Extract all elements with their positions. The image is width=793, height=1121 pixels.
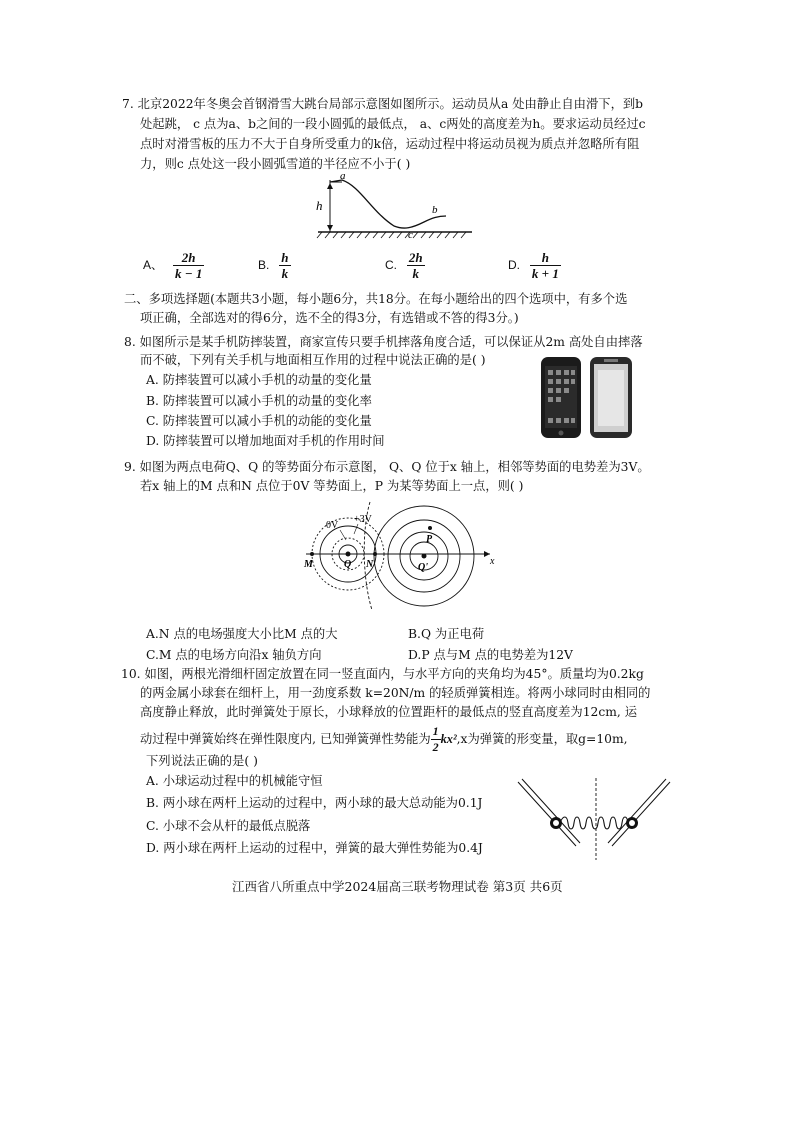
n-label: N [366,559,374,570]
denominator: k [281,266,289,281]
q8-option-a[interactable]: A. 防摔装置可以减小手机的动量的变化量 [146,373,372,387]
c-label: c [408,229,413,241]
p-label: P [426,534,433,545]
q8-option-d[interactable]: D. 防摔装置可以增加地面对手机的作用时间 [146,434,385,448]
q7-line-3: 点时对滑雪板的压力不大于自身所受重力的k倍，运动过程中将运动员视为质点并忽略所有阻 [140,137,640,151]
q10-line-3: 高度静止释放，此时弹簧处于原长，小球释放的位置距杆的最低点的竖直高度差为12cm, 运 [140,705,637,719]
b-label: b [432,204,438,216]
option-label: C. [385,258,397,272]
q-label: Q [344,559,352,570]
q8-line-2: 而不破，下列有关手机与地面相互作用的过程中说法正确的是( ) [140,353,486,367]
q9-option-a[interactable]: A.N 点的电场强度大小比M 点的大 [146,627,338,641]
q10-option-b[interactable]: B. 两小球在两杆上运动的过程中，两小球的最大总动能为0.1J [146,796,483,810]
option-label: B. [258,258,270,272]
m-label: M [304,559,313,570]
q10-line-4-prefix: 动过程中弹簧始终在弹性限度内, 已知弹簧弹性势能为 [140,732,431,746]
ski-jump-figure [300,170,480,248]
q7-line-2: 处起跳， c 点为a、b之间的一段小圆弧的最低点， a、c两处的高度差为h。要求运动员经过c [140,117,646,131]
fraction [173,250,204,281]
fraction [407,250,425,281]
rods-spring-figure [516,776,672,862]
fraction [279,250,290,281]
a-label: a [340,170,346,182]
q7-option-a[interactable] [143,250,204,281]
q10-line-5: 下列说法正确的是( ) [146,754,258,768]
q-prime-label: Q' [418,562,428,573]
plus-3v-label: +3V [354,514,372,525]
q10-option-c[interactable]: C. 小球不会从杆的最低点脱落 [146,819,311,833]
q7-option-c[interactable] [385,250,425,281]
q7-line-1: 7. 北京2022年冬奥会首钢滑雪大跳台局部示意图如图所示。运动员从a 处由静止自由滑下，到b [122,97,644,111]
denominator: k − 1 [174,266,203,281]
q7-line-4: 力，则c 点处这一段小圆弧雪道的半径应不小于( ) [140,157,411,171]
q10-line-4-suffix: ,x为弹簧的形变量，取g=10m, [456,732,628,746]
q9-option-b[interactable]: B.Q 为正电荷 [408,627,485,641]
section-2-line-1: 二、多项选择题(本题共3小题，每小题6分，共18分。在每小题给出的四个选项中，有多个选 [124,292,628,306]
fraction [530,250,561,281]
q10-line-2: 的两金属小球套在细杆上，用一劲度系数 k=20N/m 的轻质弹簧相连。将两小球同时由相同的 [140,686,651,700]
zero-v-label: 0V [326,520,339,531]
numerator: h [530,250,561,266]
q8-option-c[interactable]: C. 防摔装置可以减小手机的动能的变化量 [146,414,372,428]
q8-option-b[interactable]: B. 防摔装置可以减小手机的动量的变化率 [146,394,372,408]
denominator: k [412,266,420,281]
page-footer: 江西省八所重点中学2024届高三联考物理试卷 第3页 共6页 [232,879,563,894]
q9-option-d[interactable]: D.P 点与M 点的电势差为12V [408,648,573,662]
option-label: A、 [143,258,164,272]
formula-tail: kx² [440,732,457,746]
formula-denominator: 2 [432,740,439,754]
q8-line-1: 8. 如图所示是某手机防摔装置，商家宣传只要手机摔落角度合适，可以保证从2m 高处自由摔落 [124,335,643,349]
equipotential-figure [300,498,500,618]
energy-formula-fraction [431,724,441,755]
denominator: k + 1 [531,266,559,281]
q7-option-d[interactable] [508,250,561,281]
q9-option-c[interactable]: C.M 点的电场方向沿x 轴负方向 [146,648,322,662]
numerator: 2h [173,250,204,266]
x-axis-label: x [490,556,495,567]
h-label: h [316,198,323,213]
q10-option-d[interactable]: D. 两小球在两杆上运动的过程中，弹簧的最大弹性势能为0.4J [146,841,483,855]
q7-option-b[interactable] [258,250,291,281]
q10-line-1: 10. 如图，两根光滑细杆固定放置在同一竖直面内，与水平方向的夹角均为45°。质量均为0.2kg [121,667,644,681]
q10-option-a[interactable]: A. 小球运动过程中的机械能守恒 [146,774,323,788]
option-label: D. [508,258,520,272]
numerator: h [281,250,289,265]
section-2-line-2: 项正确，全部选对的得6分，选不全的得3分，有选错或不答的得3分。) [140,311,519,325]
formula-numerator: 1 [432,724,439,738]
q9-line-2: 若x 轴上的M 点和N 点位于0V 等势面上，P 为某等势面上一点，则( ) [140,479,524,493]
phone-case-photo [540,356,634,440]
numerator: 2h [408,250,423,265]
q9-line-1: 9. 如图为两点电荷Q、Q 的等势面分布示意图， Q、Q 位于x 轴上，相邻等势面的电势差为3V。 [124,460,650,474]
